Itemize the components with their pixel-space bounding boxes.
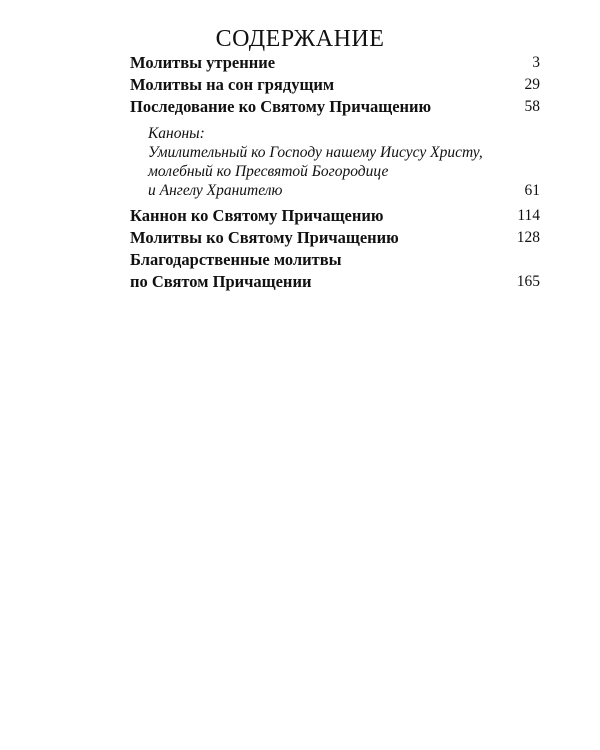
table-of-contents (130, 52, 540, 293)
toc-subentry-canons[interactable] (148, 124, 540, 200)
toc-entry-page: 29 (524, 76, 540, 93)
toc-entry-label-line: Благодарственные молитвы (130, 250, 342, 269)
toc-entry-communion-canon[interactable] (130, 205, 540, 227)
toc-entry-page: 114 (517, 207, 540, 224)
toc-entry-page: 3 (532, 54, 540, 71)
canons-line: Умилительный ко Господу нашему Иисусу Христу, (148, 144, 483, 161)
toc-entry-label (130, 249, 507, 293)
toc-entry-label: Молитвы ко Святому Причащению (130, 228, 399, 247)
toc-entry-communion-prayers[interactable] (130, 227, 540, 249)
toc-entry-evening-prayers[interactable] (130, 74, 540, 96)
toc-entry-page: 165 (516, 273, 540, 290)
canons-line: и Ангелу Хранителю (148, 182, 283, 199)
toc-entry-thanksgiving-prayers[interactable] (130, 249, 540, 293)
toc-entry-page: 128 (516, 229, 540, 246)
canons-heading: Каноны: (148, 125, 205, 142)
canons-line: молебный ко Пресвятой Богородице (148, 163, 389, 180)
toc-entry-label: Молитвы утренние (130, 53, 276, 72)
toc-entry-morning-prayers[interactable] (130, 52, 540, 74)
toc-entry-page: 58 (524, 98, 540, 115)
toc-entry-page: 61 (524, 182, 540, 199)
toc-entry-label: Каннон ко Святому Причащению (130, 206, 384, 225)
toc-entry-communion-rule[interactable] (130, 96, 540, 118)
toc-entry-label: Молитвы на сон грядущим (130, 75, 335, 94)
page-title: СОДЕРЖАНИЕ (215, 26, 385, 52)
toc-entry-label: Последование ко Святому Причащению (130, 97, 432, 116)
toc-entry-label-line: по Святом Причащении (130, 272, 312, 291)
